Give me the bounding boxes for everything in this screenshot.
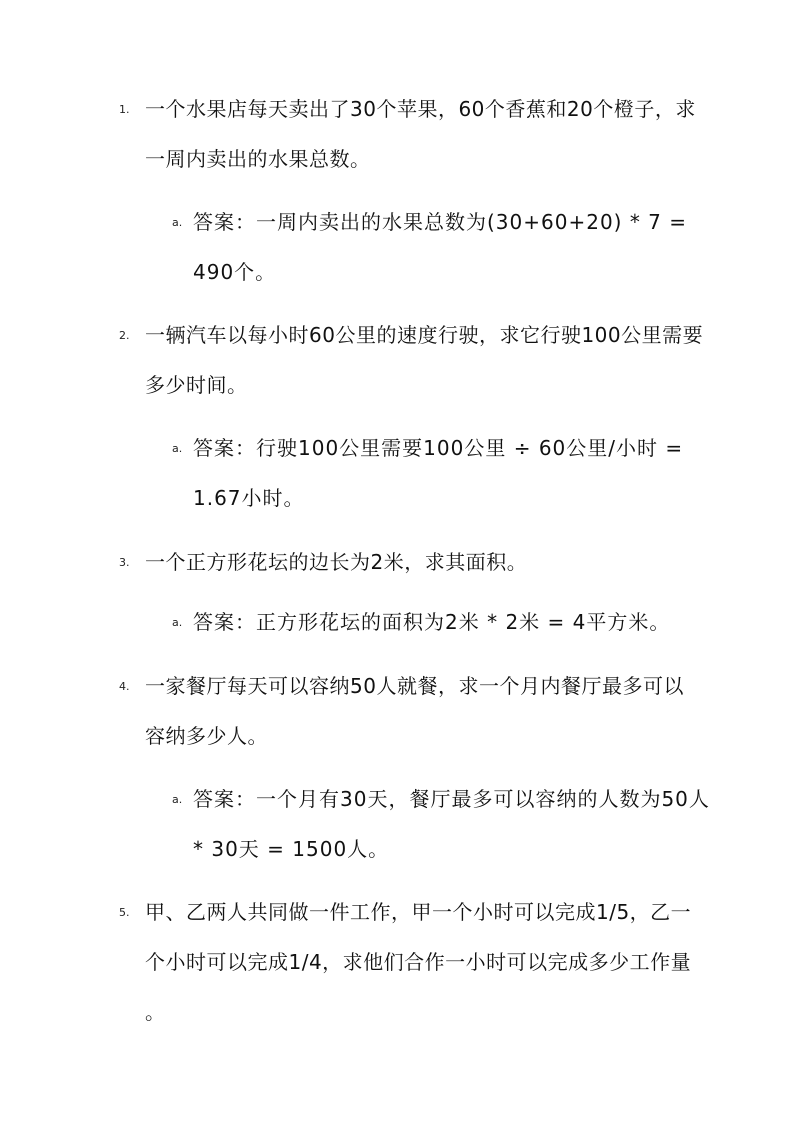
answer-text-line: 答案：一周内卖出的水果总数为(30+60+20) * 7 = xyxy=(193,210,688,234)
answer-text-line: 490个。 xyxy=(193,260,277,284)
answer-text-line: 1.67小时。 xyxy=(193,486,305,510)
answer-text-line: 答案：行驶100公里需要100公里 ÷ 60公里/小时 = xyxy=(193,436,684,460)
answer-marker: a. xyxy=(172,442,183,455)
question-text-line: 多少时间。 xyxy=(145,373,248,397)
question-text-line: 一家餐厅每天可以容纳50人就餐，求一个月内餐厅最多可以 xyxy=(145,674,684,698)
answer-marker: a. xyxy=(172,793,183,806)
question-text-line: 一个水果店每天卖出了30个苹果，60个香蕉和20个橙子，求 xyxy=(145,97,696,121)
question-number: 5. xyxy=(119,906,130,919)
question-text-line: 甲、乙两人共同做一件工作，甲一个小时可以完成1/5，乙一 xyxy=(145,900,692,924)
question-text-line: 。 xyxy=(145,1000,166,1024)
question-number: 1. xyxy=(119,103,130,116)
question-number: 2. xyxy=(119,329,130,342)
answer-text-line: * 30天 = 1500人。 xyxy=(193,837,390,861)
question-text-line: 一个正方形花坛的边长为2米，求其面积。 xyxy=(145,550,528,574)
answer-text-line: 答案：正方形花坛的面积为2米 * 2米 = 4平方米。 xyxy=(193,610,671,634)
question-number: 3. xyxy=(119,556,130,569)
question-text-line: 个小时可以完成1/4，求他们合作一小时可以完成多少工作量 xyxy=(145,950,692,974)
answer-marker: a. xyxy=(172,616,183,629)
question-text-line: 容纳多少人。 xyxy=(145,724,268,748)
answer-marker: a. xyxy=(172,216,183,229)
question-number: 4. xyxy=(119,680,130,693)
answer-text-line: 答案：一个月有30天，餐厅最多可以容纳的人数为50人 xyxy=(193,787,710,811)
question-text-line: 一辆汽车以每小时60公里的速度行驶，求它行驶100公里需要 xyxy=(145,323,704,347)
question-text-line: 一周内卖出的水果总数。 xyxy=(145,147,371,171)
